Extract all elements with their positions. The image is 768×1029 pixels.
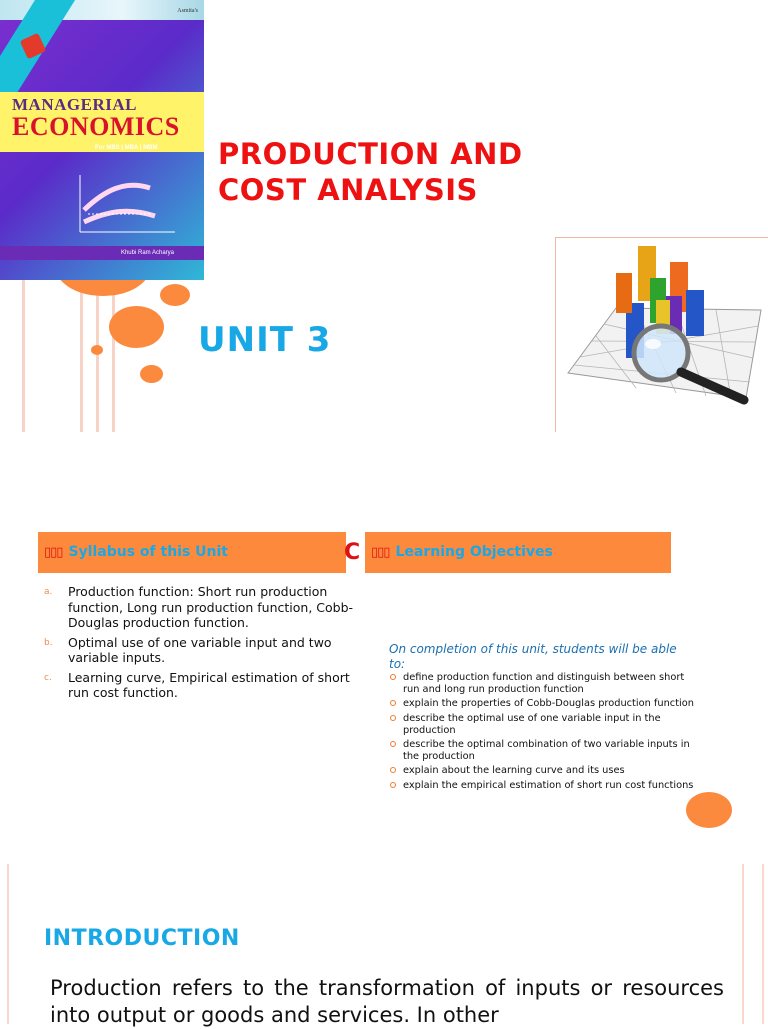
book-publisher: Asmita's [177, 8, 198, 14]
slide-title [0, 0, 768, 432]
decor-circle [140, 365, 163, 383]
list-item-text: Production function: Short run production function, Long run production function, Cobb-Douglas production function. [68, 584, 354, 630]
list-item: describe the optimal use of one variable input in the production [403, 713, 699, 737]
header-glyph: ▯▯▯ [371, 545, 390, 560]
syllabus-header [38, 532, 346, 573]
book-title-line2: ECONOMICS [12, 112, 180, 141]
decor-circle [686, 792, 732, 828]
book-programs: For MBS | MBA | MBM [95, 145, 158, 151]
decor-circle [91, 345, 103, 355]
book-cover-image [0, 0, 204, 280]
analysis-chart-image [555, 237, 768, 432]
syllabus-header-label: Syllabus of this Unit [68, 544, 228, 560]
objectives-header [365, 532, 671, 573]
decor-circle [160, 284, 190, 306]
introduction-heading: INTRODUCTION [44, 926, 240, 951]
list-item: describe the optimal combination of two variable inputs in the production [403, 739, 699, 763]
list-marker: b. [44, 637, 53, 648]
list-item: explain about the learning curve and its uses [403, 765, 699, 777]
objectives-header-label: Learning Objectives [395, 544, 553, 560]
book-graph-icon [70, 170, 180, 240]
list-item [44, 634, 368, 666]
list-item [44, 669, 368, 701]
syllabus-list [38, 584, 368, 705]
list-item: define production function and distinguish between short run and long run production function [403, 672, 699, 696]
list-marker: a. [44, 587, 53, 597]
list-marker: c. [44, 672, 52, 683]
objectives-lead: On completion of this unit, students will be able to: [389, 642, 677, 671]
list-item: explain the properties of Cobb-Douglas production function [403, 698, 699, 710]
list-item-text: Optimal use of one variable input and two variable inputs. [68, 634, 332, 665]
chart-magnifier-icon [556, 238, 768, 432]
objectives-list [389, 672, 699, 794]
unit-label: UNIT 3 [198, 320, 332, 360]
header-fragment: C [344, 540, 361, 565]
header-glyph: ▯▯▯ [44, 545, 63, 560]
book-author: Khubi Ram Acharya [0, 246, 204, 260]
introduction-paragraph: Production refers to the transformation of inputs or resources into output or goods and services. In other [50, 976, 724, 1027]
decor-circle [109, 306, 164, 348]
list-item [44, 584, 368, 631]
book-title-line1: MANAGERIAL [12, 95, 137, 114]
list-item: explain the empirical estimation of short run cost functions [403, 780, 699, 792]
list-item-text: Learning curve, Empirical estimation of short run cost function. [68, 669, 350, 700]
slide-title-text: PRODUCTION AND COST ANALYSIS [218, 137, 523, 207]
